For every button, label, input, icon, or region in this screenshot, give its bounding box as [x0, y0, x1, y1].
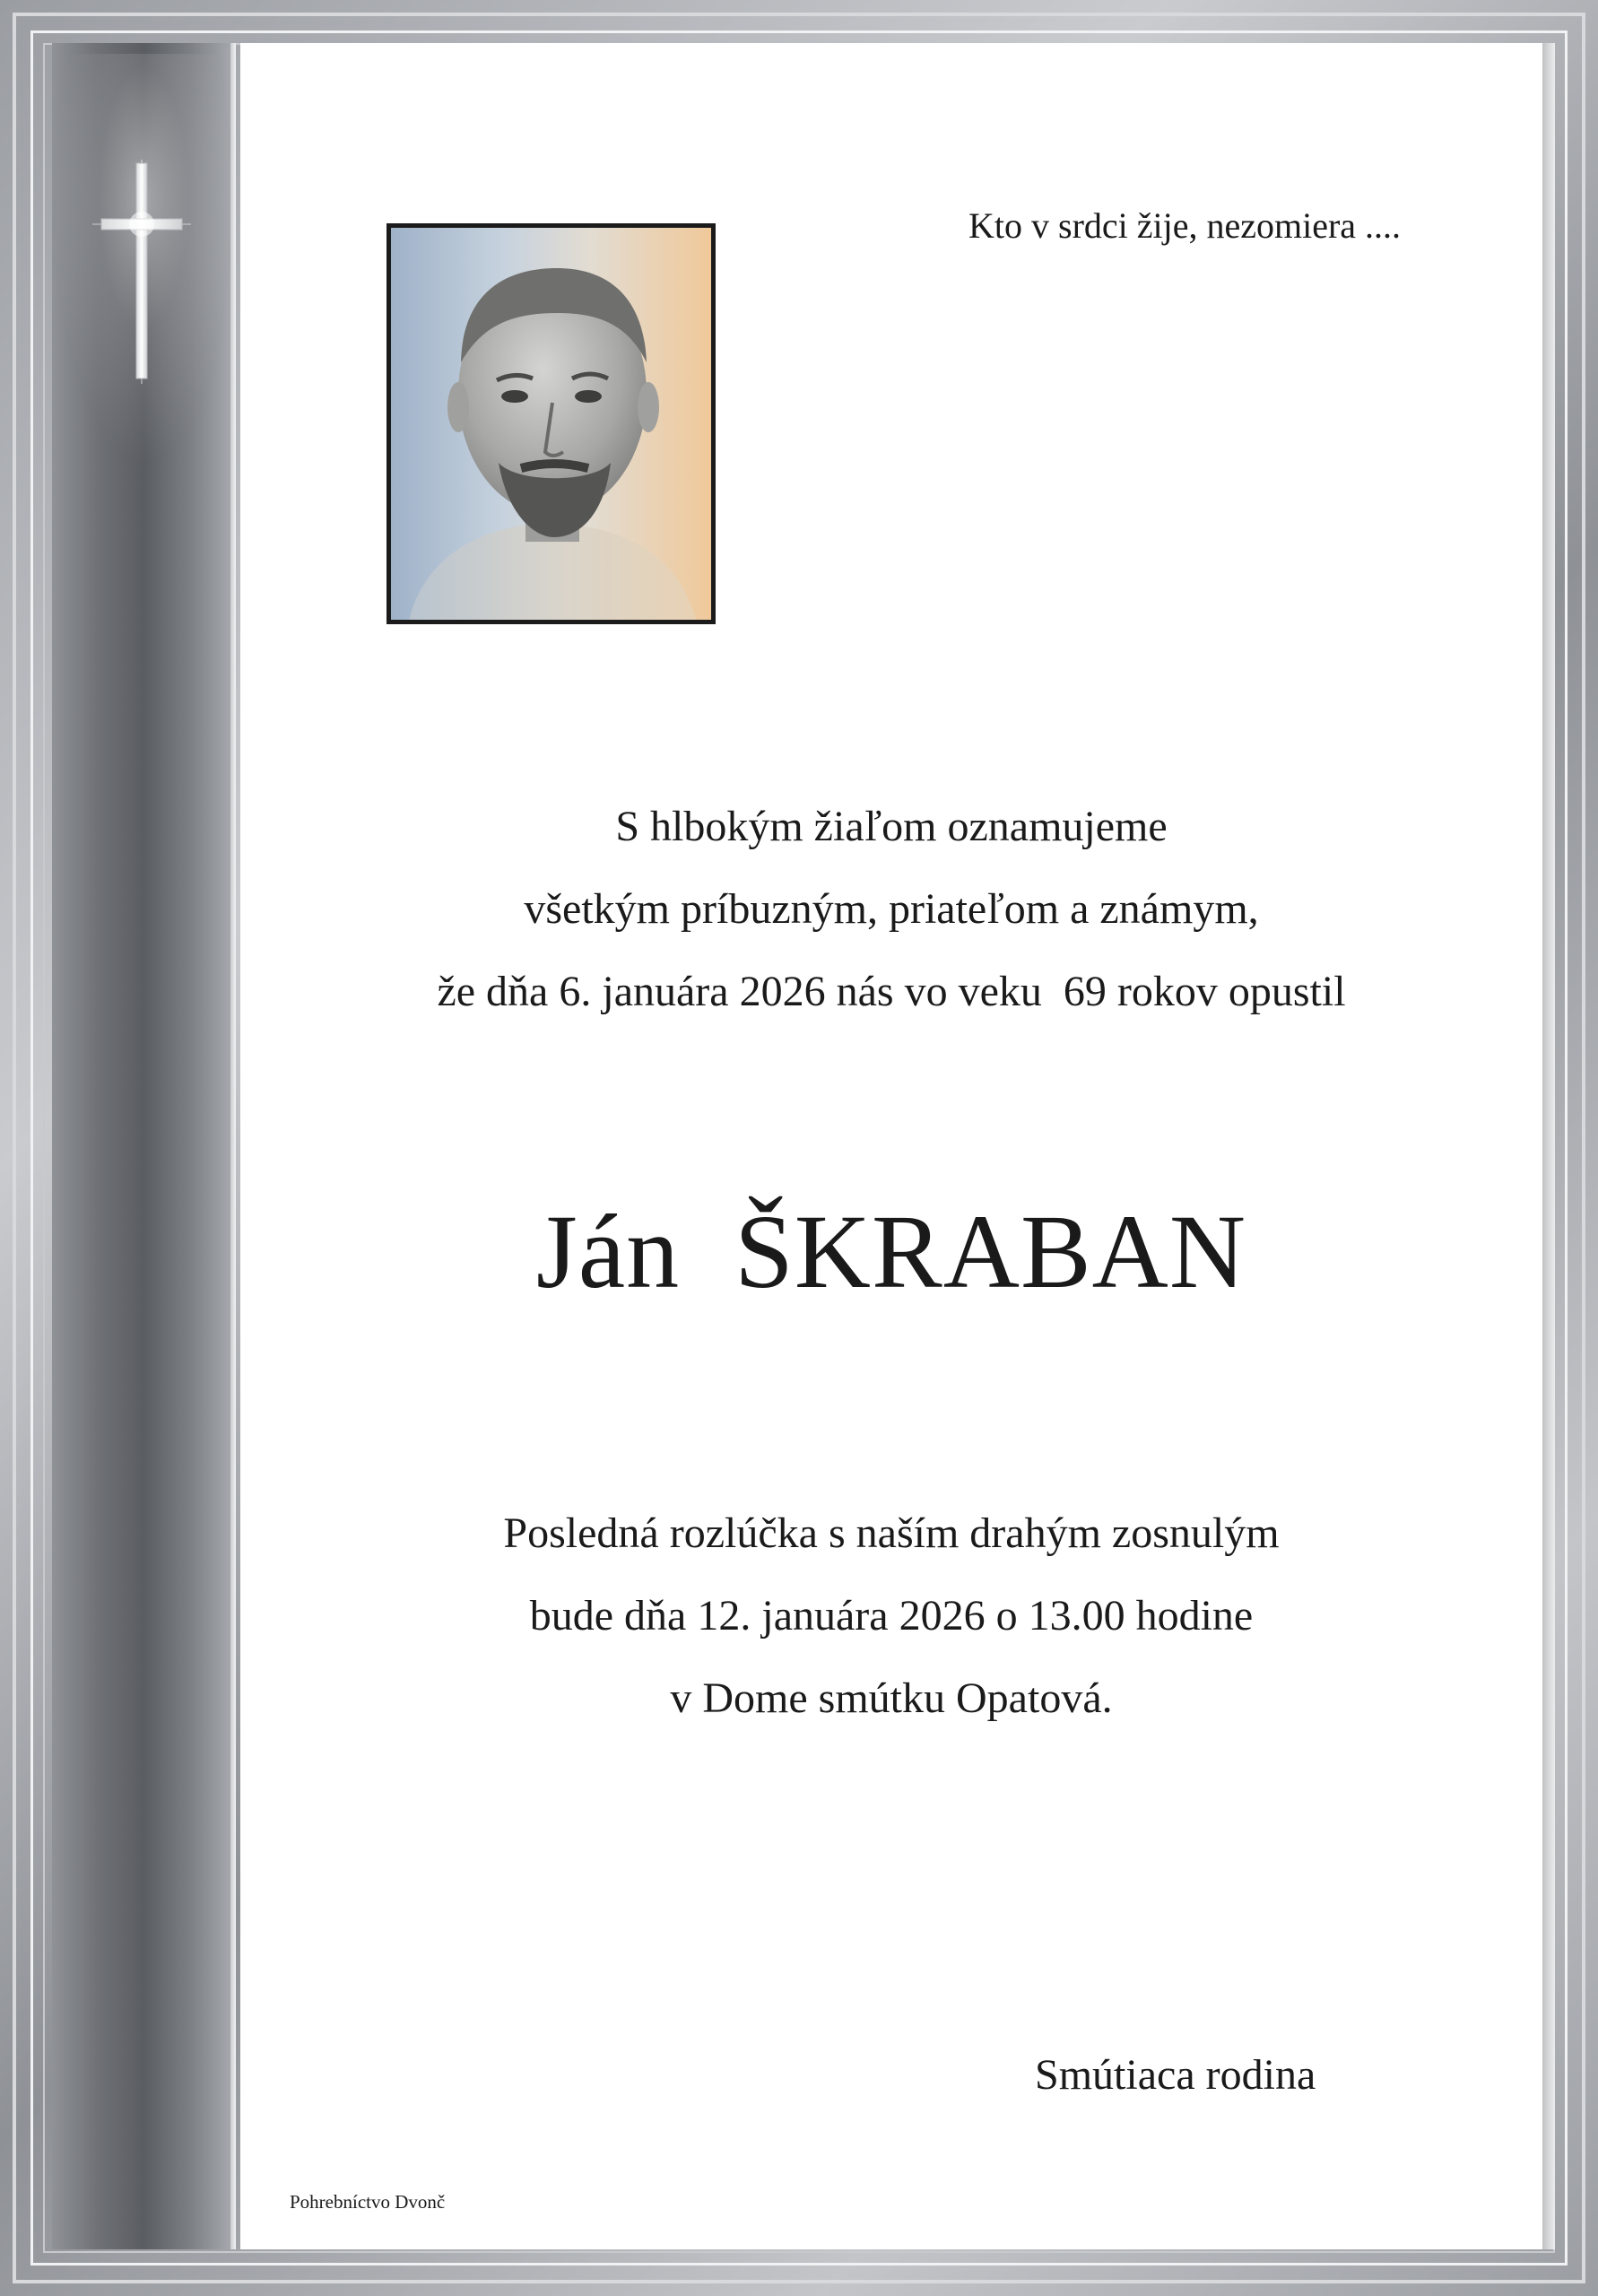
farewell-line: bude dňa 12. januára 2026 o 13.00 hodine — [529, 1592, 1254, 1639]
announcement-line: S hlbokým žiaľom oznamujeme — [615, 803, 1168, 850]
farewell-text — [240, 1492, 1542, 1740]
family-signature: Smútiaca rodina — [1035, 2051, 1316, 2099]
farewell-line: v Dome smútku Opatová. — [670, 1674, 1113, 1722]
portrait-photo — [386, 223, 716, 624]
funeral-service-credit: Pohrebníctvo Dvonč — [290, 2191, 446, 2213]
paper-edge — [1542, 43, 1555, 2249]
announcement-line: že dňa 6. januára 2026 nás vo veku 69 rokov opustil — [437, 968, 1346, 1015]
announcement-text — [240, 786, 1542, 1033]
farewell-line: Posledná rozlúčka s naším drahým zosnulým — [503, 1509, 1280, 1557]
cross-icon — [92, 160, 191, 384]
deceased-name: Ján ŠKRABAN — [535, 1193, 1247, 1310]
announcement-line: všetkým príbuzným, priateľom a známym, — [524, 885, 1259, 933]
motto-text: Kto v srdci žije, nezomiera .... — [968, 205, 1402, 246]
